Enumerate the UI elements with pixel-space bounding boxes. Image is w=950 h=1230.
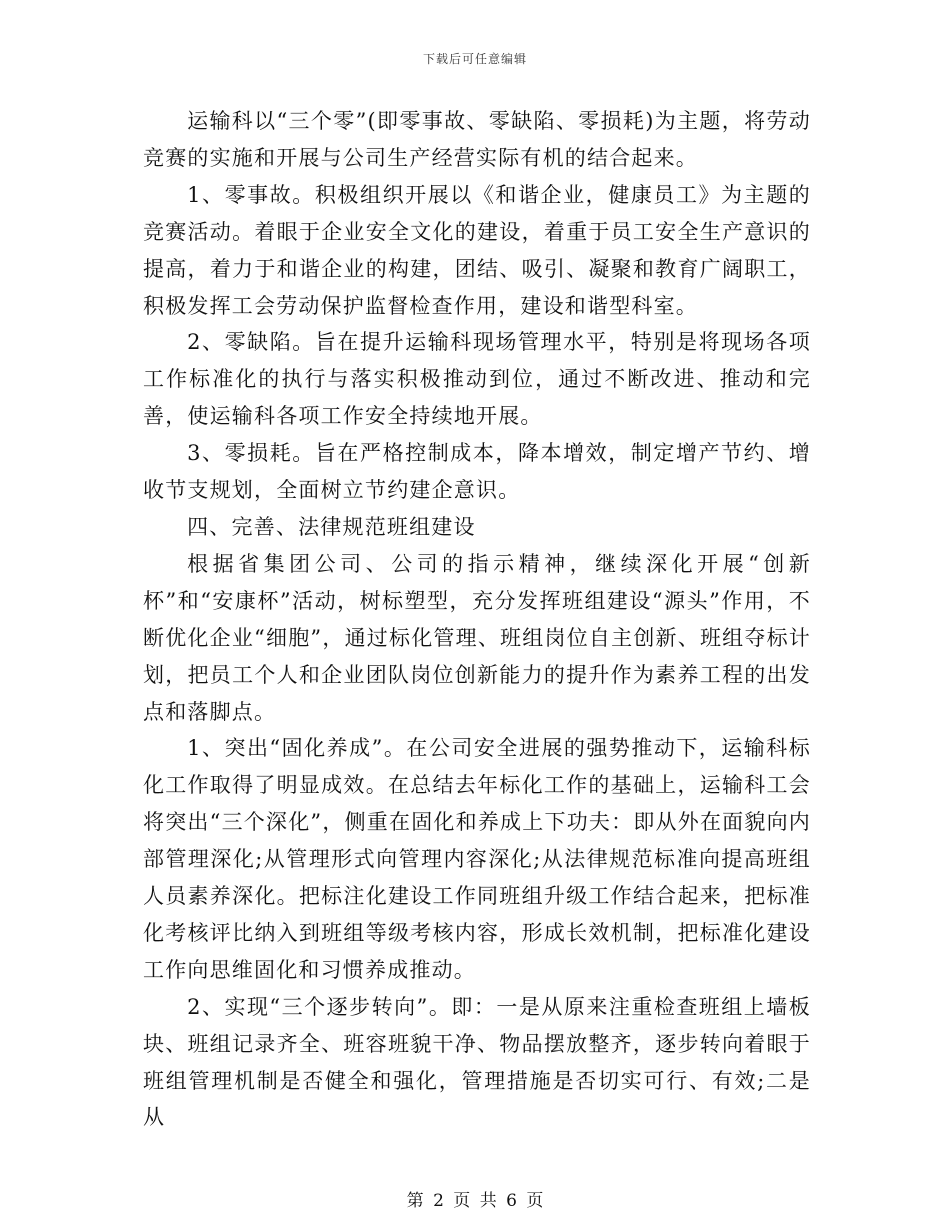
paragraph-solidify-habits: 1、突出“固化养成”。在公司安全进展的强势推动下，运输科标化工作取得了明显成效。在总结去年标化工作的基础上，运输科工会将突出“三个深化”，侧重在固化和养成上下功夫：即从外在面貌向内部管理深化;从管理形式向管理内容深化;从法律规范标准向提高班组人员素养深化。把标注化建设工作同班组升级工作结合起来，把标准化考核评比纳入到班组等级考核内容，形成长效机制，把标准化建设工作向思维固化和习惯养成推动。 (143, 736, 811, 982)
paragraph-team-building: 根据省集团公司、公司的指示精神，继续深化开展“创新杯”和“安康杯”活动，树标塑型，充分发挥班组建设“源头”作用，不断优化企业“细胞”，通过标化管理、班组岗位自主创新、班组夺标计划，把员工个人和企业团队岗位创新能力的提升作为素养工程的出发点和落脚点。 (143, 551, 811, 724)
page-number: 第 2 页 共 6 页 (406, 1191, 544, 1211)
document-body (143, 103, 811, 1136)
paragraph-intro: 运输科以“三个零”(即零事故、零缺陷、零损耗)为主题，将劳动竞赛的实施和开展与公司生产经营实际有机的结合起来。 (143, 109, 811, 170)
paragraph-zero-accident: 1、零事故。积极组织开展以《和谐企业，健康员工》为主题的竞赛活动。着眼于企业安全文化的建设，着重于员工安全生产意识的提高，着力于和谐企业的构建，团结、吸引、凝聚和教育广阔职工，积极发挥工会劳动保护监督检查作用，建设和谐型科室。 (143, 182, 811, 318)
paragraph-zero-loss: 3、零损耗。旨在严格控制成本，降本增效，制定增产节约、增收节支规划，全面树立节约建企意识。 (143, 441, 811, 503)
paragraph-three-shifts: 2、实现“三个逐步转向”。即：一是从原来注重检查班组上墙板块、班组记录齐全、班容班貌干净、物品摆放整齐，逐步转向着眼于班组管理机制是否健全和强化，管理措施是否切实可行、有效;二是从 (143, 994, 811, 1130)
paragraph-zero-defect: 2、零缺陷。旨在提升运输科现场管理水平，特别是将现场各项工作标准化的执行与落实积极推动到位，通过不断改进、推动和完善，使运输科各项工作安全持续地开展。 (143, 330, 811, 429)
section-heading: 四、完善、法律规范班组建设 (187, 514, 476, 539)
page-header: 下载后可任意编辑 (422, 52, 527, 66)
